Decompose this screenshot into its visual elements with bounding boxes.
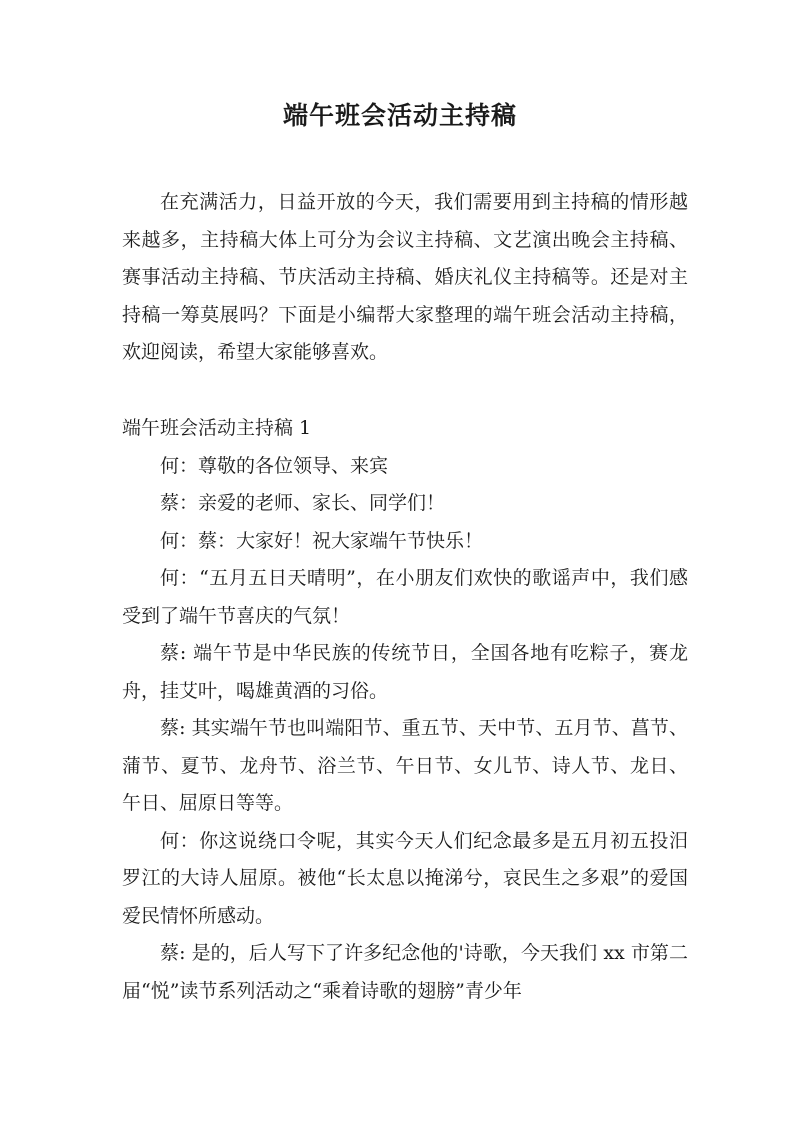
host-script (122, 410, 688, 1010)
script-line: 蔡：亲爱的老师、家长、同学们！ (160, 492, 446, 514)
script-line: 蔡: 是的，后人写下了许多纪念他的'诗歌，今天我们 xx 市第二届“悦”读节系列活动之“乘着诗歌的翅膀”青少年 (122, 942, 688, 1002)
section-heading: 端午班会活动主持稿 1 (122, 417, 312, 439)
intro-paragraph: 在充满活力，日益开放的今天，我们需要用到主持稿的情形越来越多，主持稿大体上可分为会议主持稿、文艺演出晚会主持稿、赛事活动主持稿、节庆活动主持稿、婚庆礼仪主持稿等。还是对主持稿一筹莫展吗？下面是小编帮大家整理的端午班会活动主持稿，欢迎阅读，希望大家能够喜欢。 (122, 191, 688, 363)
script-line: 何：尊敬的各位领导、来宾 (160, 454, 389, 477)
intro-block (122, 184, 688, 372)
script-line: 何：“五月五日天晴明”，在小朋友们欢快的歌谣声中，我们感受到了端午节喜庆的气氛！ (122, 567, 688, 627)
script-line: 何：蔡：大家好！祝大家端午节快乐！ (160, 529, 484, 552)
script-line: 何：你这说绕口令呢，其实今天人们纪念最多是五月初五投汨罗江的大诗人屈原。被他“长太息以掩涕兮，哀民生之多艰”的爱国爱民情怀所感动。 (122, 829, 688, 927)
document-title: 端午班会活动主持稿 (282, 101, 517, 130)
script-line: 蔡: 其实端午节也叫端阳节、重五节、天中节、五月节、菖节、蒲节、夏节、龙舟节、浴兰节、午日节、女儿节、诗人节、龙日、午日、屈原日等等。 (122, 717, 688, 814)
script-line: 蔡: 端午节是中华民族的传统节日，全国各地有吃粽子，赛龙舟，挂艾叶，喝雄黄酒的习俗。 (122, 642, 688, 702)
